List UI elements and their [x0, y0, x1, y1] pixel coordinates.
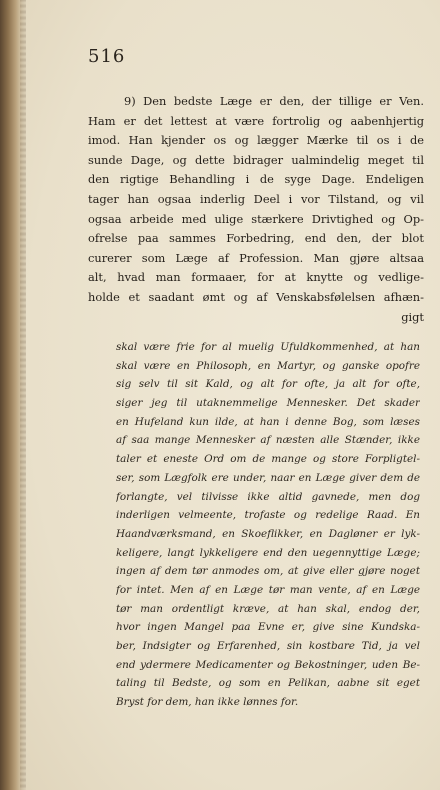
text-line: tager han ogsaa inderlig Deel i vor Tilstand, og vil	[88, 191, 424, 206]
text-line: holde et saadant ømt og af Venskabsfølelsen afhæn-	[88, 289, 424, 304]
footnote-line: af saa mange Mennesker af næsten alle Stænder, ikke	[116, 434, 420, 447]
text-line: ogsaa arbeide med ulige stærkere Drivtighed og Op-	[88, 211, 424, 226]
text-line: sunde Dage, og dette bidrager ualmindelig meget til	[88, 152, 424, 167]
footnote-line: ser, som Lægfolk ere under, naar en Læge giver dem de	[116, 471, 420, 484]
footnote-line: skal være en Philosoph, en Martyr, og ganske opofre	[116, 359, 420, 372]
footnote-paragraph	[116, 338, 420, 712]
footnote-line: for intet. Men af en Læge tør man vente, af en Læge	[116, 583, 420, 596]
page-number: 516	[88, 46, 126, 67]
footnote-line: ber, Indsigter og Erfarenhed, sin kostbare Tid, ja vel	[116, 640, 420, 652]
footnote-line: hvor ingen Mangel paa Evne er, give sine Kundska-	[116, 621, 420, 634]
footnote-line: sig selv til sit Kald, og alt for ofte, ja alt for ofte,	[116, 378, 420, 391]
footnote-line: tør man ordentligt kræve, at han skal, endog der,	[116, 602, 420, 615]
footnote-line: forlangte, vel tilvisse ikke altid gavnede, men dog	[116, 490, 420, 503]
footnote-line: skal være frie for al muelig Ufuldkommenhed, at han	[116, 341, 420, 353]
footnote-line: inderligen velmeente, trofaste og redelige Raad. En	[116, 509, 420, 522]
footnote-line: Haandværksmand, en Skoeflikker, en Dagløner er lyk-	[116, 527, 420, 540]
footnote-line: en Hufeland kun ilde, at han i denne Bog, som læses	[116, 415, 420, 428]
main-paragraph	[88, 92, 424, 327]
footnote-line: keligere, langt lykkeligere end den uegennyttige Læge;	[116, 546, 420, 559]
footnote-line: end ydermere Medicamenter og Bekostninger, uden Be-	[116, 658, 420, 671]
footnote-line: ingen af dem tør anmodes om, at give eller gjøre noget	[116, 565, 420, 578]
text-line: Ham er det lettest at være fortrolig og aabenhjertig	[88, 113, 424, 128]
text-line: alt, hvad man formaaer, for at knytte og vedlige-	[88, 270, 424, 285]
text-line: curerer som Læge af Profession. Man gjøre altsaa	[88, 250, 424, 265]
text-line: 9) Den bedste Læge er den, der tillige er Ven.	[124, 94, 424, 108]
text-line: imod. Han kjender os og lægger Mærke til os i de	[88, 133, 424, 148]
text-line: ofrelse paa sammes Forbedring, end den, der blot	[88, 231, 424, 246]
footnote-line: Bryst for dem, han ikke lønnes for.	[116, 696, 299, 709]
footnote-line: taling til Bedste, og som en Pelikan, aabne sit eget	[116, 677, 420, 690]
catchword: gigt	[401, 309, 424, 324]
footnote-line: siger jeg til utaknemmelige Mennesker. Det skader	[116, 397, 420, 410]
text-line: den rigtige Behandling i de syge Dage. Endeligen	[88, 172, 424, 187]
footnote-line: taler et eneste Ord om de mange og store Forpligtel-	[116, 453, 420, 466]
